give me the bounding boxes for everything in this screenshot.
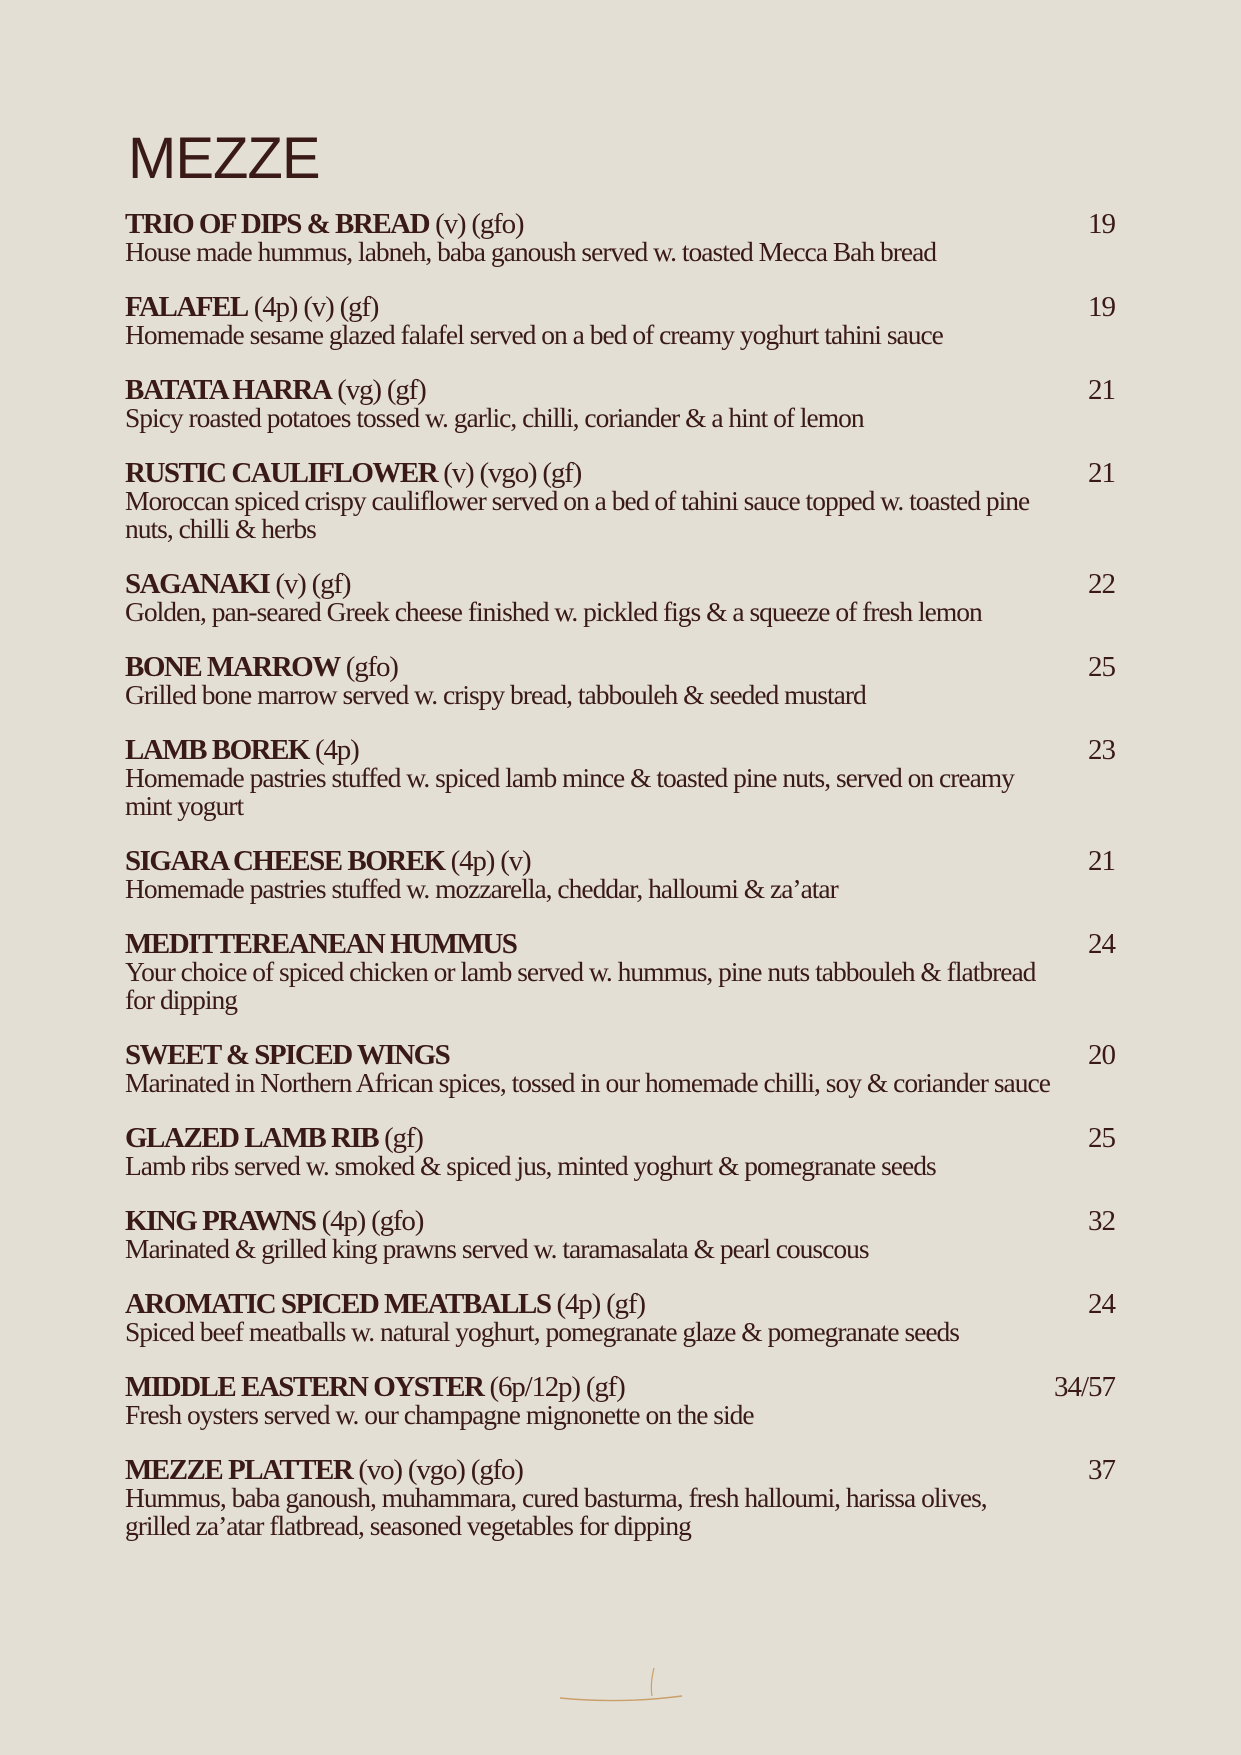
item-price: 19: [1088, 291, 1115, 323]
item-heading: [125, 1207, 1115, 1235]
item-name: MIDDLE EASTERN OYSTER: [125, 1371, 484, 1403]
item-name: FALAFEL: [125, 291, 248, 323]
page-title: MEZZE: [128, 126, 320, 191]
item-name: RUSTIC CAULIFLOWER: [125, 457, 438, 489]
menu-item: [125, 653, 1115, 709]
item-dietary-tags: (gfo): [339, 651, 398, 683]
menu-item: [125, 210, 1115, 266]
item-heading: [125, 1290, 1115, 1318]
menu-item: [125, 570, 1115, 626]
item-dietary-tags: (v) (vgo) (gf): [437, 457, 582, 489]
item-price: 25: [1088, 1122, 1115, 1154]
menu-item: [125, 1041, 1115, 1097]
item-description: Your choice of spiced chicken or lamb served w. hummus, pine nuts tabbouleh & flatbread for dipping: [125, 956, 1036, 1015]
item-price: 22: [1088, 568, 1115, 600]
mecca-bah-logo: [0, 1660, 1241, 1711]
item-heading: [125, 210, 1115, 238]
item-price: 21: [1088, 374, 1115, 406]
item-heading: [125, 1124, 1115, 1152]
item-dietary-tags: (v) (gf): [269, 568, 351, 600]
item-name: SWEET & SPICED WINGS: [125, 1039, 450, 1071]
menu-list: [125, 210, 1115, 1567]
item-description: Lamb ribs served w. smoked & spiced jus, minted yoghurt & pomegranate seeds: [125, 1150, 936, 1181]
item-dietary-tags: (4p) (v): [444, 845, 531, 877]
item-description: Golden, pan-seared Greek cheese finished w. pickled figs & a squeeze of fresh lemon: [125, 596, 982, 627]
item-name: LAMB BOREK: [125, 734, 309, 766]
item-name: GLAZED LAMB RIB: [125, 1122, 379, 1154]
menu-item: [125, 847, 1115, 903]
item-price: 25: [1088, 651, 1115, 683]
item-heading: [125, 736, 1115, 764]
item-heading: [125, 930, 1115, 958]
item-name: TRIO OF DIPS & BREAD: [125, 208, 430, 240]
item-price: 23: [1088, 734, 1115, 766]
item-dietary-tags: (6p/12p) (gf): [483, 1371, 625, 1403]
item-heading: [125, 847, 1115, 875]
item-dietary-tags: (4p) (gfo): [315, 1205, 424, 1237]
item-heading: [125, 293, 1115, 321]
menu-item: [125, 1124, 1115, 1180]
item-dietary-tags: (v) (gfo): [429, 208, 524, 240]
menu-item: [125, 459, 1115, 543]
item-description: Homemade sesame glazed falafel served on a bed of creamy yoghurt tahini sauce: [125, 319, 943, 350]
item-heading: [125, 459, 1115, 487]
item-price: 24: [1088, 1288, 1115, 1320]
item-description: Homemade pastries stuffed w. spiced lamb mince & toasted pine nuts, served on creamy mint yogurt: [125, 762, 1014, 821]
item-heading: [125, 570, 1115, 598]
menu-item: [125, 1456, 1115, 1540]
mecca-bah-logo-mark: [546, 1660, 696, 1706]
menu-item: [125, 736, 1115, 820]
item-dietary-tags: (4p) (gf): [550, 1288, 645, 1320]
item-price: 20: [1088, 1039, 1115, 1071]
item-price: 37: [1088, 1454, 1115, 1486]
item-description: Hummus, baba ganoush, muhammara, cured basturma, fresh halloumi, harissa olives, grilled za’atar flatbread, seasoned vegetables for dipping: [125, 1482, 987, 1541]
menu-item: [125, 293, 1115, 349]
item-heading: [125, 376, 1115, 404]
item-name: BONE MARROW: [125, 651, 340, 683]
item-price: 34/57: [1053, 1371, 1115, 1403]
item-dietary-tags: (vg) (gf): [331, 374, 426, 406]
item-name: MEDITTEREANEAN HUMMUS: [125, 928, 517, 960]
item-name: MEZZE PLATTER: [125, 1454, 353, 1486]
menu-item: [125, 1207, 1115, 1263]
item-name: SIGARA CHEESE BOREK: [125, 845, 445, 877]
item-description: Homemade pastries stuffed w. mozzarella, cheddar, halloumi & za’atar: [125, 873, 838, 904]
item-name: AROMATIC SPICED MEATBALLS: [125, 1288, 551, 1320]
item-price: 21: [1088, 457, 1115, 489]
item-dietary-tags: (gf): [378, 1122, 423, 1154]
item-description: Moroccan spiced crispy cauliflower served on a bed of tahini sauce topped w. toasted pine nuts, chilli & herbs: [125, 485, 1030, 544]
item-heading: [125, 653, 1115, 681]
item-description: Marinated & grilled king prawns served w. taramasalata & pearl couscous: [125, 1233, 869, 1264]
item-heading: [125, 1373, 1115, 1401]
menu-item: [125, 1290, 1115, 1346]
item-description: Grilled bone marrow served w. crispy bread, tabbouleh & seeded mustard: [125, 679, 866, 710]
menu-item: [125, 376, 1115, 432]
item-price: 21: [1088, 845, 1115, 877]
item-description: Marinated in Northern African spices, tossed in our homemade chilli, soy & coriander sauce: [125, 1067, 1050, 1098]
item-dietary-tags: (vo) (vgo) (gfo): [352, 1454, 523, 1486]
item-dietary-tags: (4p) (v) (gf): [247, 291, 379, 323]
item-description: House made hummus, labneh, baba ganoush served w. toasted Mecca Bah bread: [125, 236, 937, 267]
item-description: Fresh oysters served w. our champagne mignonette on the side: [125, 1399, 754, 1430]
item-description: Spicy roasted potatoes tossed w. garlic, chilli, coriander & a hint of lemon: [125, 402, 864, 433]
item-name: BATATA HARRA: [125, 374, 332, 406]
item-heading: [125, 1041, 1115, 1069]
item-name: KING PRAWNS: [125, 1205, 316, 1237]
item-price: 32: [1088, 1205, 1115, 1237]
item-dietary-tags: (4p): [309, 734, 359, 766]
item-name: SAGANAKI: [125, 568, 270, 600]
item-heading: [125, 1456, 1115, 1484]
menu-item: [125, 1373, 1115, 1429]
item-price: 24: [1088, 928, 1115, 960]
menu-item: [125, 930, 1115, 1014]
item-price: 19: [1088, 208, 1115, 240]
item-description: Spiced beef meatballs w. natural yoghurt, pomegranate glaze & pomegranate seeds: [125, 1316, 960, 1347]
